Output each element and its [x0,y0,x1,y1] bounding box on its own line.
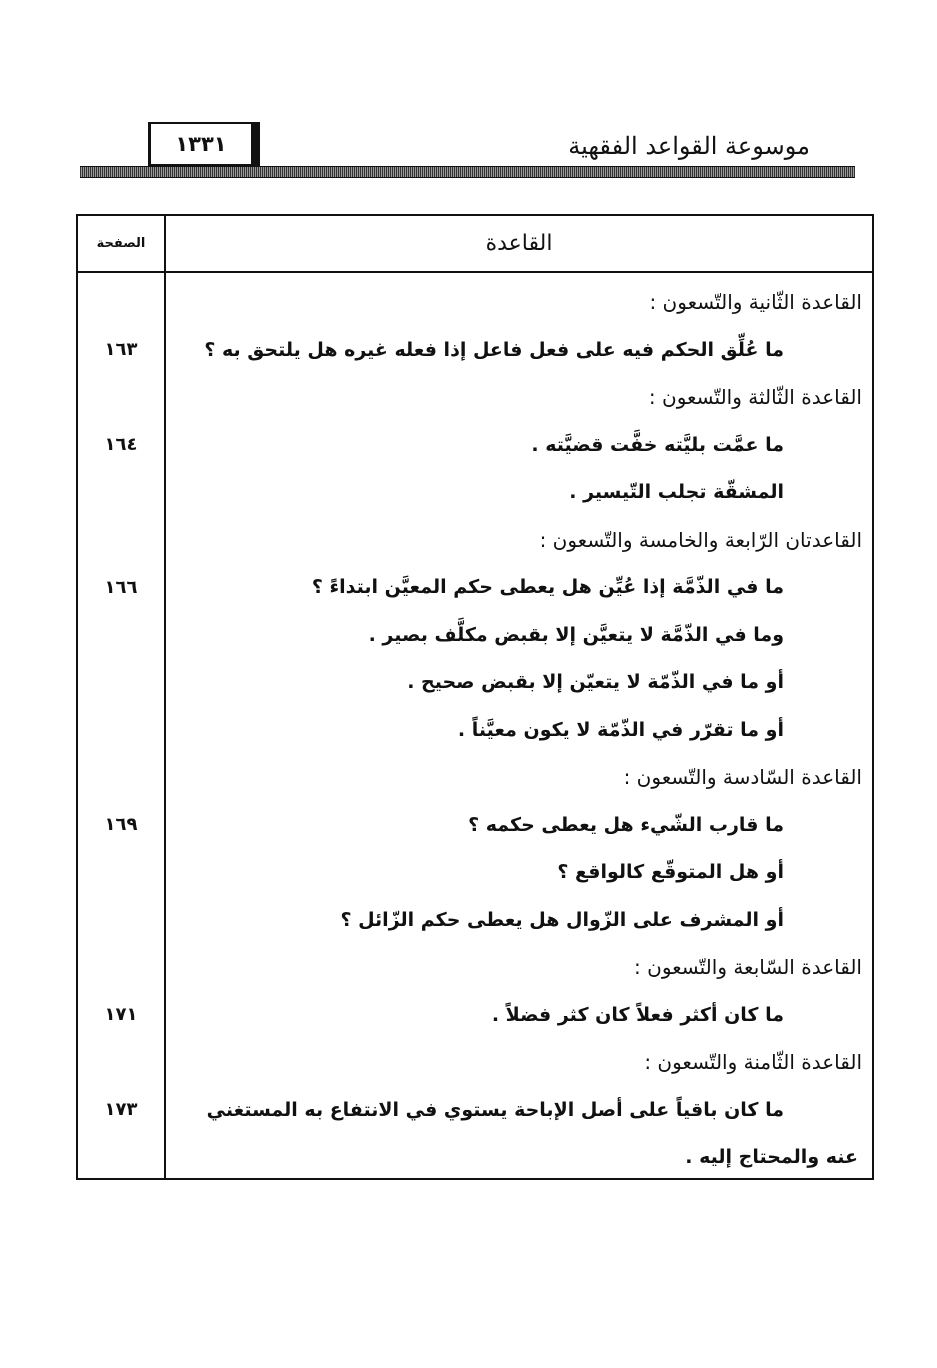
table-row [78,850,872,894]
header-divider [78,271,872,273]
table-row [78,280,872,324]
table-row [78,1135,872,1179]
table-row [78,613,872,657]
rule-heading: القاعدة الثّالثة والتّسعون : [648,385,862,409]
page-number-box [148,122,260,166]
rule-text: ما في الذّمَّة إذا عُيِّن هل يعطى حكم المعيَّن ابتداءً ؟ [311,576,784,598]
book-title: موسوعة القواعد الفقهية [568,132,810,160]
rule-heading: القاعدة السّابعة والتّسعون : [634,955,862,979]
page-ref: ١٧٣ [104,1099,138,1120]
page-number: ١٣٣١ [175,132,227,156]
rule-text: أو المشرف على الزّوال هل يعطى حكم الزّائل ؟ [340,908,784,931]
rule-text: أو ما تقرّر في الذّمّة لا يكون معيَّناً . [457,718,784,741]
page-header [80,120,855,180]
rule-text: ما كان باقياً على أصل الإباحة يستوي في الانتفاع به المستغني [206,1098,784,1121]
rule-heading: القاعدة الثّامنة والتّسعون : [644,1050,862,1074]
table-row [78,470,872,514]
table-row [78,660,872,704]
table-row [78,945,872,989]
rule-text: أو ما في الذّمّة لا يتعيّن إلا بقبض صحيح . [407,671,784,693]
rule-heading: القاعدة السّادسة والتّسعون : [623,765,862,789]
table-row [78,565,872,609]
table-row [78,898,872,942]
index-table [76,214,874,1180]
rule-text: عنه والمحتاج إليه . [685,1146,858,1168]
page-ref: ١٧١ [104,1004,138,1025]
rule-text: وما في الذّمَّة لا يتعيَّن إلا بقبض مكلَّف بصير . [368,623,784,646]
page-ref: ١٦٤ [104,434,138,455]
table-row [78,708,872,752]
table-row [78,375,872,419]
table-row [78,423,872,467]
rule-heading: القاعدتان الرّابعة والخامسة والتّسعون : [539,527,862,552]
table-row [78,755,872,799]
table-row [78,803,872,847]
page-ref: ١٦٣ [104,339,138,360]
table-row [78,1040,872,1084]
page-ref: ١٦٩ [104,814,138,835]
rule-text: أو هل المتوقّع كالواقع ؟ [557,861,784,883]
rule-text: ما عمَّت بليَّته خفَّت قضيَّته . [531,433,784,456]
rule-column-header: القاعدة [485,231,553,256]
rule-text: المشقّة تجلب التّيسير . [569,481,784,503]
rule-text: ما قارب الشّيء هل يعطى حكمه ؟ [468,813,784,836]
table-row [78,328,872,372]
page-column-header: الصفحة [96,236,146,251]
page-ref: ١٦٦ [104,576,138,598]
header-rule [80,166,855,178]
rule-text: ما عُلِّق الحكم فيه على فعل فاعل إذا فعله غيره هل يلتحق به ؟ [204,338,784,361]
table-row [78,1088,872,1132]
table-row [78,518,872,562]
rule-text: ما كان أكثر فعلاً كان كثر فضلاً . [491,1003,784,1026]
table-row [78,993,872,1037]
rule-heading: القاعدة الثّانية والتّسعون : [649,290,862,314]
